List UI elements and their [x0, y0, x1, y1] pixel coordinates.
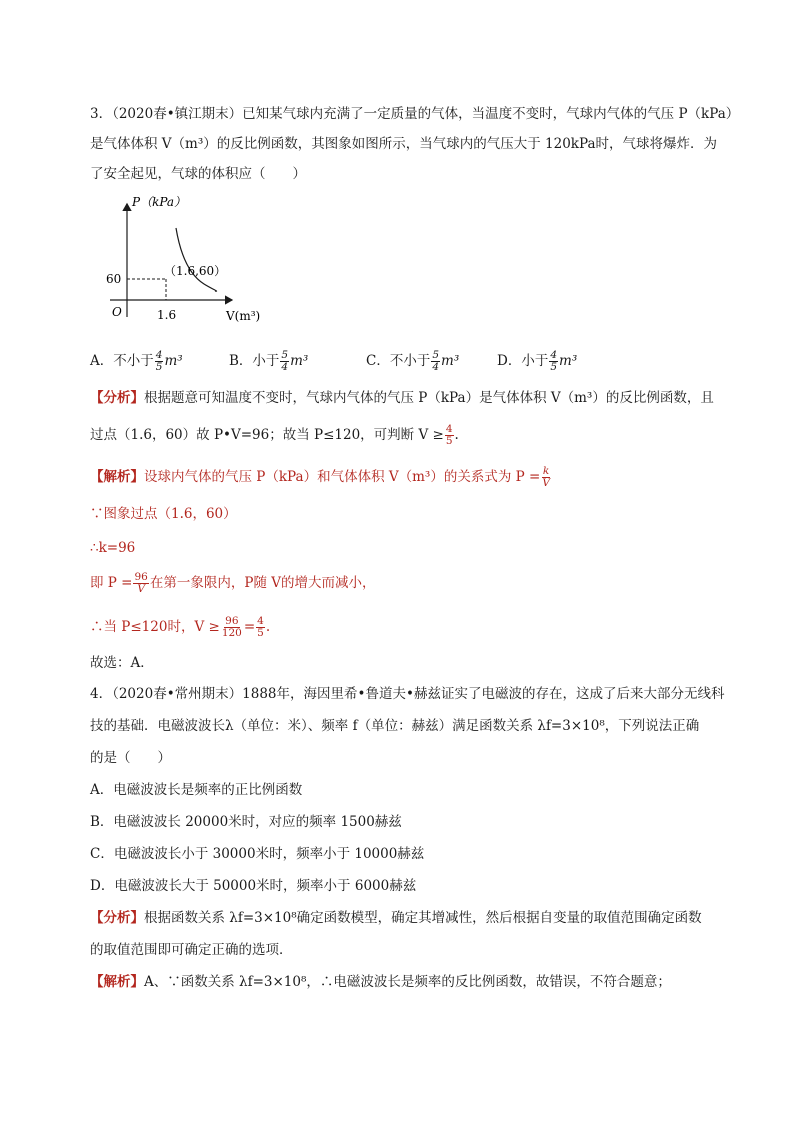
q4-solution-tag: 【解析】	[90, 974, 144, 990]
solution-frac-den: V	[542, 477, 550, 489]
q3-step4-fraction1	[221, 616, 243, 639]
q3-analysis-text2: 过点（1.6，60）故 P•V=96；故当 P≤120，可判断 V ≥	[90, 427, 444, 443]
q4-analysis-line1	[90, 908, 702, 928]
option-d-fraction	[549, 350, 558, 373]
option-b-fraction	[280, 350, 289, 373]
option-a-prefix: A．不小于	[90, 353, 154, 369]
q3-option-d[interactable]	[497, 350, 577, 373]
q3-stem-line1: 3．（2020春•镇江期末）已知某气球内充满了一定质量的气体，当温度不变时，气球内气体的气压 P（kPa）	[90, 106, 740, 122]
q4-option-c[interactable]: C．电磁波波长小于 30000米时，频率小于 10000赫兹	[90, 846, 425, 862]
q3-step2: ∴k=96	[90, 540, 136, 556]
q3-analysis-text1: 根据题意可知温度不变时，气球内气体的气压 P（kPa）是气体体积 V（m³）的反比例函数，且	[144, 390, 714, 406]
option-c-unit: m³	[441, 353, 460, 369]
option-c-fraction	[431, 350, 440, 373]
q3-analysis-line1	[90, 388, 714, 408]
q3-solution-line1	[90, 466, 552, 489]
q4-solution-text1: A、∵函数关系 λf=3×10⁸，∴电磁波波长是频率的反比例函数，故错误，不符合题意；	[144, 974, 671, 990]
q4-option-a[interactable]: A．电磁波波长是频率的正比例函数	[90, 782, 303, 798]
q4-solution-line1	[90, 972, 671, 992]
q3-analysis-fraction	[445, 424, 454, 447]
q3-answer: 故选：A．	[90, 655, 154, 671]
q3-step4-fraction2	[256, 616, 265, 639]
q3-option-a[interactable]	[90, 350, 183, 373]
step4-frac2-num: 4	[257, 615, 264, 627]
option-b-den: 4	[281, 361, 289, 373]
q4-stem-line1: 4．（2020春•常州期末）1888年，海因里希•鲁道夫•赫兹证实了电磁波的存在，这成了后来大部分无线科	[90, 686, 725, 702]
option-d-den: 5	[550, 361, 558, 373]
hyperbola-curve	[176, 228, 217, 291]
x-axis-label: V(m³)	[226, 309, 261, 323]
option-c-num: 5	[432, 349, 440, 361]
q3-step4-end: .	[265, 619, 271, 635]
q3-step4-eq: =	[243, 619, 256, 635]
q3-step1: ∵图象过点（1.6，60）	[90, 506, 237, 522]
option-b-num: 5	[281, 349, 289, 361]
analysis-frac-den: 5	[445, 435, 453, 447]
q3-step4	[90, 616, 270, 639]
x-tick-label: 1.6	[157, 308, 177, 322]
option-a-unit: m³	[164, 353, 183, 369]
q4-stem-line2: 技的基础．电磁波波长λ（单位：米）、频率 f（单位：赫兹）满足函数关系 λf=3×10⁸，下列说法正确	[90, 718, 700, 734]
step3-frac-num: 96	[134, 571, 148, 583]
option-c-den: 4	[432, 361, 440, 373]
q3-step3-fraction	[133, 572, 148, 595]
option-a-den: 5	[155, 361, 163, 373]
q3-analysis-line2	[90, 424, 459, 447]
step4-frac1-den: 120	[221, 627, 242, 639]
option-b-unit: m³	[290, 353, 309, 369]
q4-analysis-text1: 根据函数关系 λf=3×10⁸确定函数模型，确定其增减性，然后根据自变量的取值范围确定函数	[144, 910, 702, 926]
q3-analysis-tag: 【分析】	[90, 390, 144, 406]
option-d-num: 4	[550, 349, 558, 361]
analysis-frac-num: 4	[445, 423, 453, 435]
q3-solution-tag: 【解析】	[90, 469, 144, 485]
q3-step4-a: ∴当 P≤120时，V ≥	[90, 619, 220, 635]
y-axis-label: P（kPa）	[132, 195, 187, 209]
option-d-unit: m³	[559, 353, 578, 369]
q3-step3-a: 即 P =	[90, 575, 133, 591]
q4-option-d[interactable]: D．电磁波波长大于 50000米时，频率小于 6000赫兹	[90, 878, 417, 894]
option-a-num: 4	[155, 349, 163, 361]
solution-frac-num: k	[542, 465, 550, 477]
option-a-fraction	[155, 350, 164, 373]
q3-stem-line3: 了安全起见，气球的体积应（ ）	[90, 166, 306, 182]
origin-label: O	[112, 305, 122, 319]
q3-step3	[90, 572, 375, 595]
option-d-prefix: D．小于	[497, 353, 549, 369]
option-c-prefix: C．不小于	[366, 353, 431, 369]
point-label: （1.6,60）	[164, 264, 227, 278]
q3-stem-line2: 是气体体积 V（m³）的反比例函数，其图象如图所示，当气球内的气压大于 120kPa时，气球将爆炸．为	[90, 136, 718, 152]
q3-option-b[interactable]	[229, 350, 308, 373]
q3-solution-text1: 设球内气体的气压 P（kPa）和气体体积 V（m³）的关系式为 P =	[144, 469, 541, 485]
step4-frac1-num: 96	[225, 615, 239, 627]
q4-option-b[interactable]: B．电磁波波长 20000米时，对应的频率 1500赫兹	[90, 814, 402, 830]
step3-frac-den: V	[137, 583, 145, 595]
q4-analysis-line2: 的取值范围即可确定正确的选项．	[90, 942, 293, 958]
q4-stem-line3: 的是（ ）	[90, 750, 171, 766]
q3-step3-b: 在第一象限内，P随 V的增大而减小，	[149, 575, 376, 591]
y-tick-label: 60	[106, 272, 122, 286]
option-b-prefix: B．小于	[229, 353, 280, 369]
q3-analysis-end: .	[454, 427, 459, 443]
q3-graph	[100, 192, 280, 332]
q3-solution-fraction	[541, 466, 551, 489]
q4-analysis-tag: 【分析】	[90, 910, 144, 926]
step4-frac2-den: 5	[257, 627, 264, 639]
q3-option-c[interactable]	[366, 350, 459, 373]
